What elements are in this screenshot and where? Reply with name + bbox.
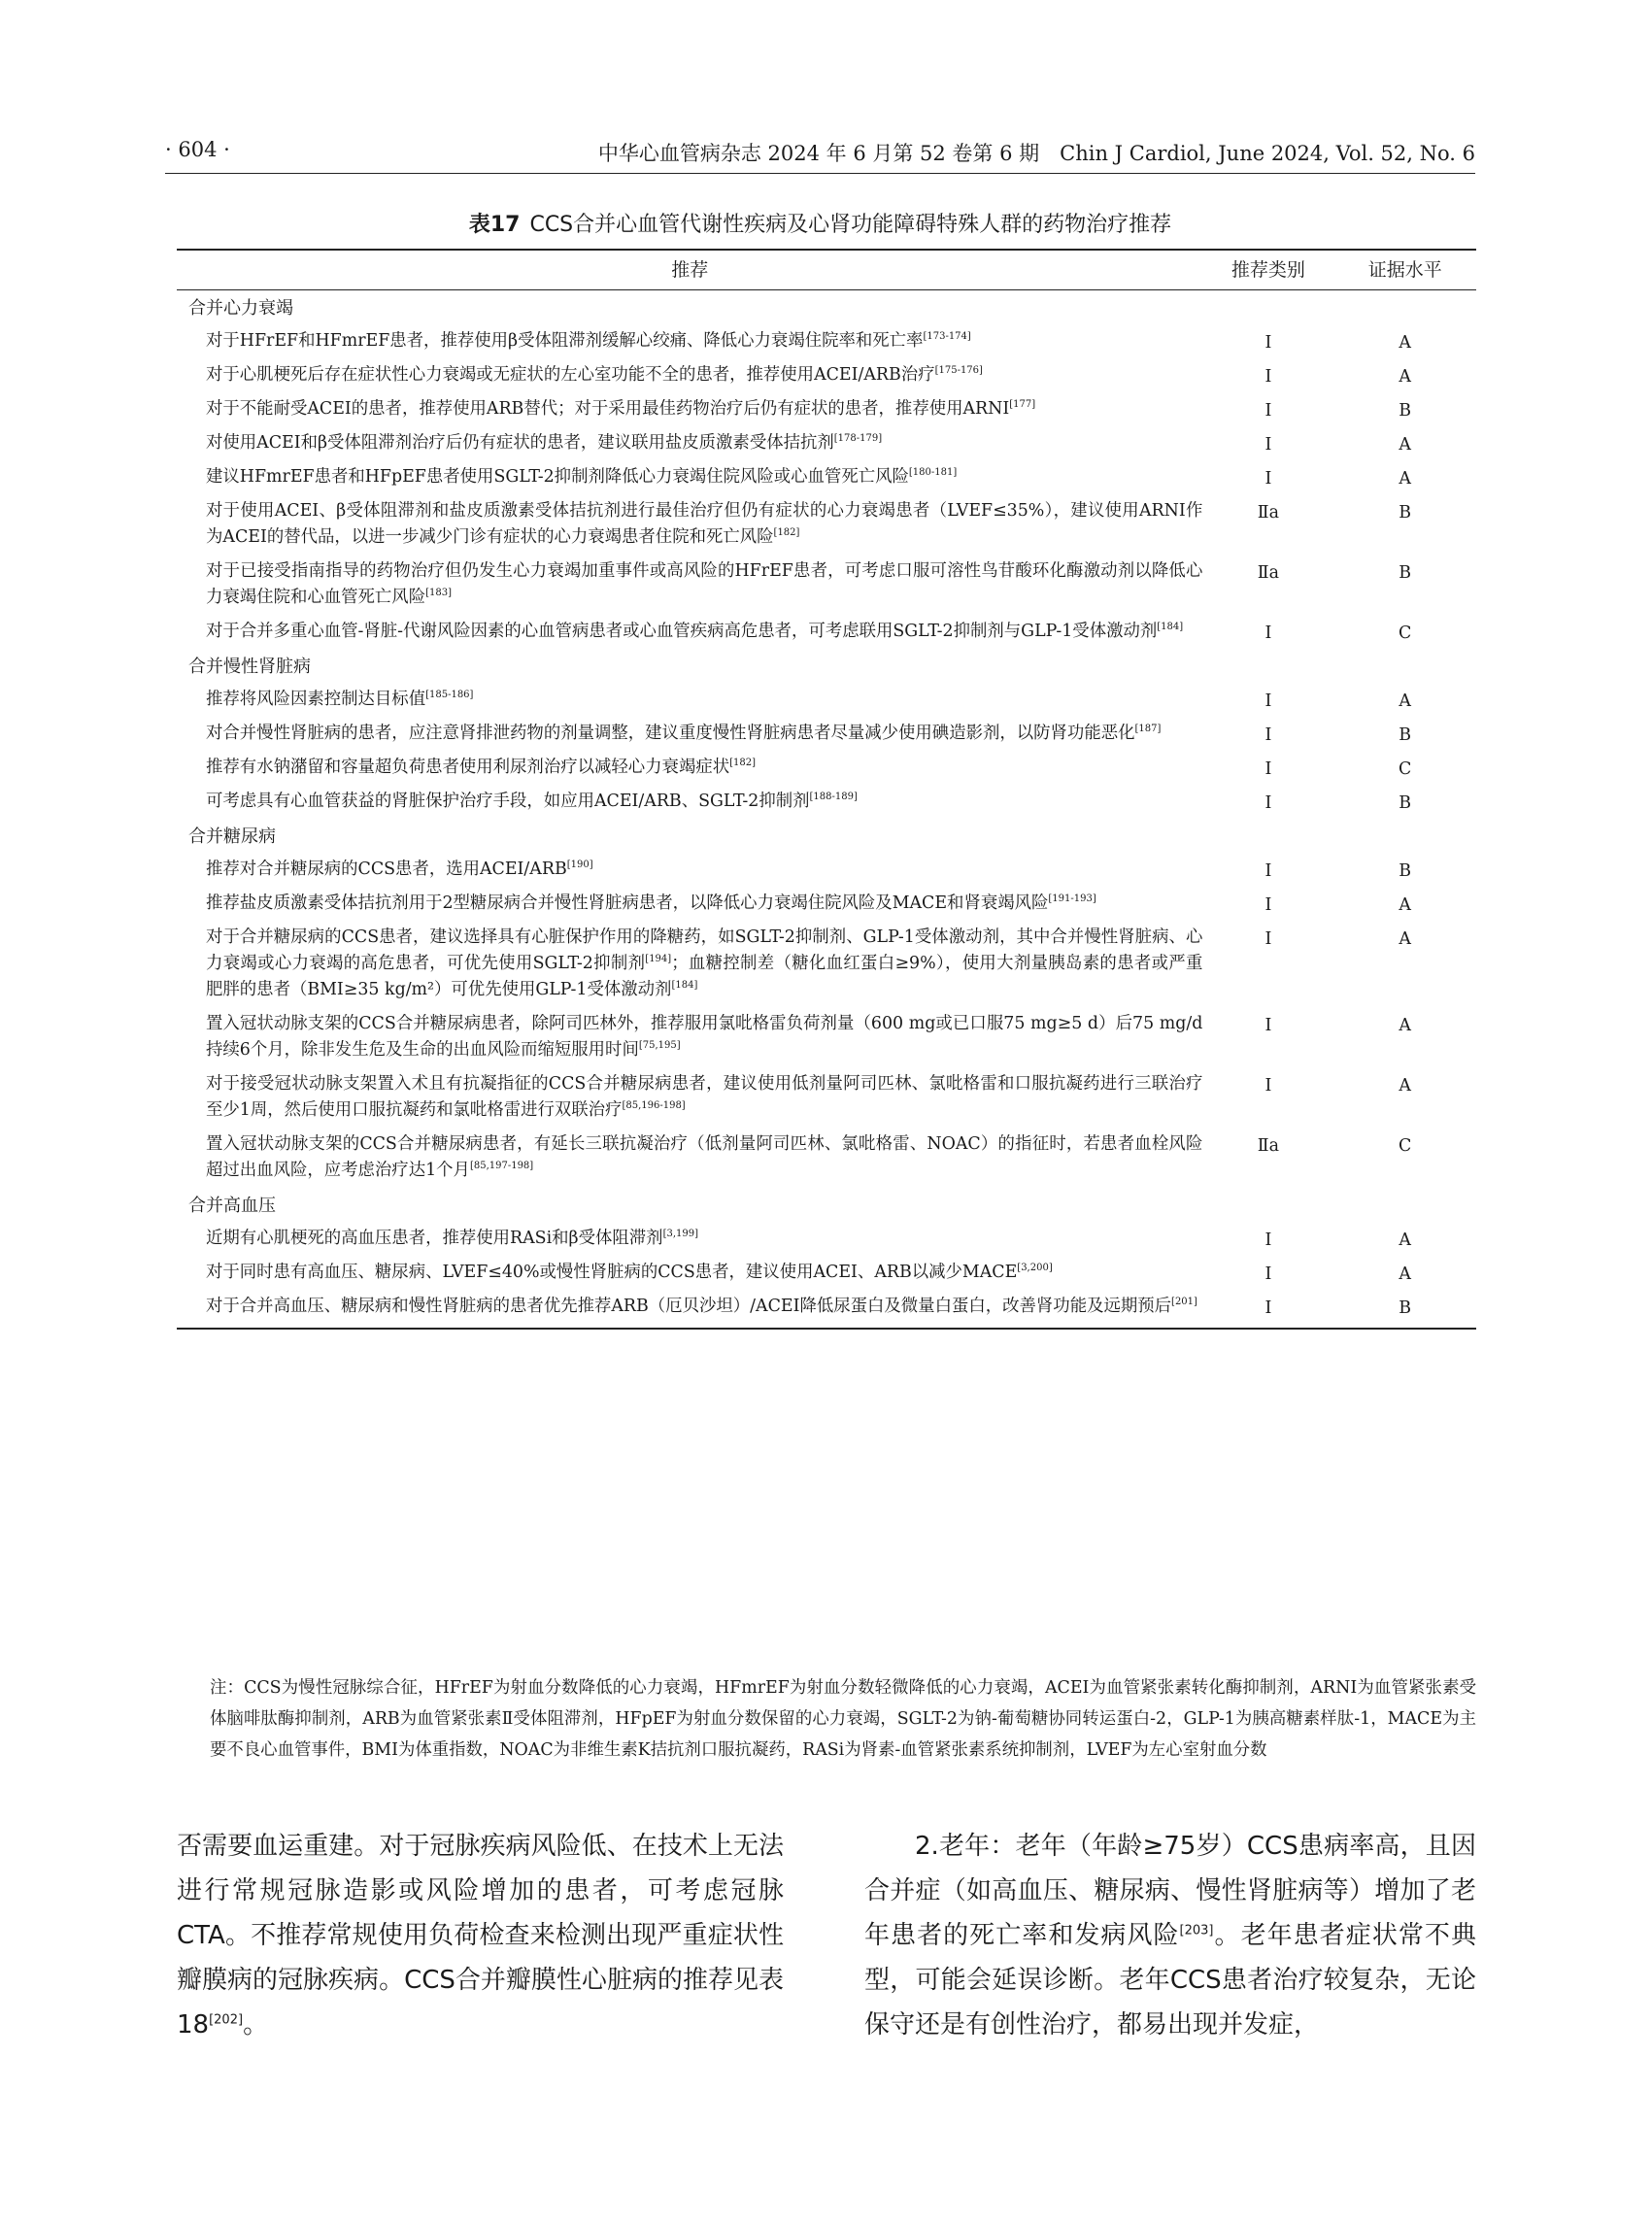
citation-ref: [180-181] <box>908 467 958 479</box>
recommendation-class: Ⅰ <box>1264 367 1272 387</box>
recommendation-class: Ⅰ <box>1264 401 1272 421</box>
recommendation-text: 对于接受冠状动脉支架置入术且有抗凝指征的CCS合并糖尿病患者，建议使用低剂量阿司匹林、氯吡格雷和口服抗凝药进行三联治疗至少1周，然后使用口服抗凝药和氯吡格雷进行双联治疗 <box>206 1074 1203 1120</box>
recommendation-text: 置入冠状动脉支架的CCS合并糖尿病患者，有延长三联抗凝治疗（低剂量阿司匹林、氯吡格雷、NOAC）的指征时，若患者血栓风险超过出血风险，应考虑治疗达1个月 <box>206 1134 1203 1180</box>
body-column-left <box>177 1824 784 2047</box>
recommendation-class: Ⅰ <box>1202 1290 1333 1329</box>
citation-ref: [85,197-198] <box>469 1161 534 1172</box>
recommendation-table <box>177 249 1476 1330</box>
recommendation-class: Ⅰ <box>1264 333 1272 353</box>
table-row <box>177 392 1476 426</box>
recommendation-text: 对使用ACEI和β受体阻滞剂治疗后仍有症状的患者，建议联用盐皮质激素受体拮抗剂 <box>206 433 834 453</box>
recommendation-text: 对合并慢性肾脏病的患者，应注意肾排泄药物的剂量调整，建议重度慢性肾脏病患者尽量减少使用碘造影剂，以防肾功能恶化 <box>206 724 1135 743</box>
recommendation-cell <box>177 717 1202 751</box>
evidence-level: B <box>1399 503 1412 523</box>
recommendation-text: 推荐有水钠潴留和容量超负荷患者使用利尿剂治疗以减轻心力衰竭症状 <box>206 758 730 777</box>
section-title: 合并糖尿病 <box>188 826 276 847</box>
recommendation-class: Ⅰ <box>1264 861 1272 881</box>
column-header-level: 证据水平 <box>1333 250 1476 290</box>
recommendation-class: Ⅰ <box>1264 929 1272 949</box>
recommendation-cell <box>177 921 1202 1007</box>
table-row <box>177 717 1476 751</box>
recommendation-text: 对于已接受指南指导的药物治疗但仍发生心力衰竭加重事件或高风险的HFrEF患者，可考虑口服可溶性鸟苷酸环化酶激动剂以降低心力衰竭住院和心血管死亡风险 <box>206 561 1203 607</box>
table-title: CCS合并心血管代谢性疾病及心肾功能障碍特殊人群的药物治疗推荐 <box>529 213 1172 237</box>
paragraph-end: 。 <box>243 2010 269 2040</box>
table-row <box>177 853 1476 887</box>
recommendation-cell <box>177 853 1202 887</box>
recommendation-cell <box>177 555 1202 615</box>
recommendation-class: Ⅰ <box>1264 1264 1272 1284</box>
recommendation-class: Ⅰ <box>1264 435 1272 455</box>
column-header-recommendation: 推荐 <box>177 250 1202 290</box>
running-header <box>165 134 1475 174</box>
recommendation-cell <box>177 1290 1202 1329</box>
evidence-level: B <box>1399 563 1412 583</box>
recommendation-class: Ⅰ <box>1264 1016 1272 1035</box>
citation-ref: [190] <box>566 860 593 871</box>
evidence-level: A <box>1399 333 1411 353</box>
recommendation-text: 对于使用ACEI、β受体阻滞剂和盐皮质激素受体拮抗剂进行最佳治疗但仍有症状的心力衰竭患者（LVEF≤35%），建议使用ARNI作为ACEI的替代品，以进一步减少门诊有症状的心力衰竭患者住院和死亡风险 <box>206 501 1203 547</box>
body-paragraph <box>177 1824 784 2047</box>
recommendation-text: 推荐对合并糖尿病的CCS患者，选用ACEI/ARB <box>206 860 567 879</box>
recommendation-class: Ⅰ <box>1264 895 1272 915</box>
citation-ref: [184] <box>671 980 698 992</box>
evidence-level: C <box>1399 1136 1412 1156</box>
table-row <box>177 324 1476 358</box>
table-row <box>177 1007 1476 1067</box>
recommendation-text: 对于不能耐受ACEI的患者，推荐使用ARB替代；对于采用最佳药物治疗后仍有症状的患者，推荐使用ARNI <box>206 399 1010 419</box>
footnote-text: 注：CCS为慢性冠脉综合征，HFrEF为射血分数降低的心力衰竭，HFmrEF为射血分数轻微降低的心力衰竭，ACEI为血管紧张素转化酶抑制剂，ARNI为血管紧张素受体脑啡肽酶抑制剂，ARB为血管紧张素Ⅱ受体阻滞剂，HFpEF为射血分数保留的心力衰竭，SGLT-2为钠-葡萄糖协同转运蛋白-2，GLP-1为胰高糖素样肽-1，MACE为主要不良心血管事件，BMI为体重指数，NOAC为非维生素K拮抗剂口服抗凝药，RASi为肾素-血管紧张素系统抑制剂，LVEF为左心室射血分数 <box>210 1678 1476 1760</box>
citation-ref: [173-174] <box>923 331 971 343</box>
evidence-level: A <box>1399 895 1411 915</box>
table-row <box>177 494 1476 555</box>
evidence-level: C <box>1399 759 1412 779</box>
evidence-level: A <box>1399 1264 1411 1284</box>
citation-ref: [75,195] <box>638 1040 681 1052</box>
paragraph-end: 。老年患者症状常不典型，可能会延误诊断。老年CCS患者治疗较复杂，无论保守还是有创性治疗，都易出现并发症， <box>864 1921 1476 2040</box>
evidence-level: B <box>1399 793 1412 813</box>
recommendation-text: 近期有心肌梗死的高血压患者，推荐使用RASi和β受体阻滞剂 <box>206 1229 663 1248</box>
recommendation-text: 推荐盐皮质激素受体拮抗剂用于2型糖尿病合并慢性肾脏病患者，以降低心力衰竭住院风险及MACE和肾衰竭风险 <box>206 893 1049 913</box>
recommendation-cell <box>177 1128 1202 1188</box>
table-row <box>177 683 1476 717</box>
recommendation-text: ；血糖控制差（糖化血红蛋白≥9%），使用大剂量胰岛素的患者或严重肥胖的患者（BMI≥35 kg/m²）可优先使用GLP-1受体激动剂 <box>206 954 1203 999</box>
recommendation-text: 对于同时患有高血压、糖尿病、LVEF≤40%或慢性肾脏病的CCS患者，建议使用ACEI、ARB以减少MACE <box>206 1263 1018 1282</box>
paragraph-text: 2.老年：老年（年龄≥75岁）CCS患病率高，且因合并症（如高血压、糖尿病、慢性肾脏病等）增加了老年患者的死亡率和发病风险 <box>864 1832 1476 1950</box>
citation-ref: [3,199] <box>662 1229 698 1240</box>
recommendation-cell <box>177 1067 1202 1128</box>
table-row <box>177 751 1476 785</box>
recommendation-class: Ⅱa <box>1257 503 1279 523</box>
recommendation-class: Ⅰ <box>1264 624 1272 643</box>
citation-ref: [3,200] <box>1017 1263 1053 1274</box>
recommendation-class: Ⅱa <box>1257 563 1279 583</box>
recommendation-class: Ⅰ <box>1264 759 1272 779</box>
citation-ref: [182] <box>773 527 800 539</box>
recommendation-text: 置入冠状动脉支架的CCS合并糖尿病患者，除阿司匹林外，推荐服用氯吡格雷负荷剂量（600 mg或已口服75 mg≥5 d）后75 mg/d持续6个月，除非发生危及生命的出血风险而缩短服用时间 <box>206 1014 1203 1060</box>
evidence-level: B <box>1399 401 1412 421</box>
table-row <box>177 921 1476 1007</box>
recommendation-class: Ⅰ <box>1264 1076 1272 1096</box>
recommendation-cell <box>177 1222 1202 1256</box>
recommendation-class: Ⅱa <box>1257 1136 1279 1156</box>
body-column-right <box>864 1824 1476 2047</box>
recommendation-cell <box>177 1007 1202 1067</box>
table-label: 表17 <box>468 213 521 237</box>
citation-ref: [184] <box>1157 622 1184 633</box>
citation-ref: [203] <box>1179 1923 1214 1938</box>
section-title: 合并高血压 <box>188 1196 276 1216</box>
table-row <box>177 785 1476 819</box>
evidence-level: A <box>1399 1230 1411 1250</box>
table-row <box>177 1067 1476 1128</box>
recommendation-cell <box>177 615 1202 649</box>
evidence-level: A <box>1399 691 1411 711</box>
recommendation-class: Ⅰ <box>1264 691 1272 711</box>
recommendation-cell <box>177 426 1202 460</box>
citation-ref: [182] <box>729 758 757 769</box>
recommendation-text: 推荐将风险因素控制达目标值 <box>206 690 426 709</box>
recommendation-text: 对于合并多重心血管-肾脏-代谢风险因素的心血管病患者或心血管疾病高危患者，可考虑联用SGLT-2抑制剂与GLP-1受体激动剂 <box>206 622 1158 641</box>
recommendation-text: 对于合并糖尿病的CCS患者，建议选择具有心脏保护作用的降糖药，如SGLT-2抑制剂、GLP-1受体激动剂，其中合并慢性肾脏病、心力衰竭或心力衰竭的高危患者，可优先使用SGLT-2抑制剂 <box>206 927 1203 973</box>
table-header-row <box>177 250 1476 290</box>
citation-ref: [191-193] <box>1048 893 1096 905</box>
recommendation-text: 对于HFrEF和HFmrEF患者，推荐使用β受体阻滞剂缓解心绞痛、降低心力衰竭住院率和死亡率 <box>206 331 924 351</box>
table-row <box>177 426 1476 460</box>
journal-citation: 中华心血管病杂志 2024 年 6 月第 52 卷第 6 期 Chin J Cardiol, June 2024, Vol. 52, No. 6 <box>597 142 1475 165</box>
citation-ref: [202] <box>209 2012 244 2028</box>
table-section-row <box>177 290 1476 325</box>
citation-ref: [187] <box>1134 724 1162 735</box>
evidence-level: A <box>1399 435 1411 455</box>
citation-ref: [85,196-198] <box>622 1100 686 1112</box>
recommendation-cell <box>177 494 1202 555</box>
section-title: 合并慢性肾脏病 <box>188 657 311 677</box>
evidence-level: B <box>1399 861 1412 881</box>
citation-ref: [175-176] <box>934 365 983 377</box>
recommendation-cell <box>177 460 1202 494</box>
citation-ref: [177] <box>1009 399 1036 411</box>
table-row <box>177 615 1476 649</box>
body-paragraph <box>864 1824 1476 2047</box>
evidence-level: A <box>1399 1076 1411 1096</box>
column-header-class: 推荐类别 <box>1202 250 1333 290</box>
table-row <box>177 1222 1476 1256</box>
page-number: · 604 · <box>165 138 230 161</box>
citation-ref: [185-186] <box>425 690 474 701</box>
table-row <box>177 887 1476 921</box>
recommendation-cell <box>177 1256 1202 1290</box>
recommendation-cell <box>177 887 1202 921</box>
recommendation-cell <box>177 683 1202 717</box>
table-row <box>177 358 1476 392</box>
citation-ref: [178-179] <box>833 433 883 445</box>
evidence-level: A <box>1399 469 1411 489</box>
recommendation-text: 建议HFmrEF患者和HFpEF患者使用SGLT-2抑制剂降低心力衰竭住院风险或心血管死亡风险 <box>206 467 909 487</box>
table-body <box>177 290 1476 1330</box>
table-row <box>177 1256 1476 1290</box>
recommendation-text: 对于合并高血压、糖尿病和慢性肾脏病的患者优先推荐ARB（厄贝沙坦）/ACEI降低尿蛋白及微量白蛋白，改善肾功能及远期预后 <box>206 1297 1172 1316</box>
table-section-row <box>177 819 1476 853</box>
citation-ref: [201] <box>1171 1297 1197 1308</box>
paragraph-text: 否需要血运重建。对于冠脉疾病风险低、在技术上无法进行常规冠脉造影或风险增加的患者，可考虑冠脉CTA。不推荐常规使用负荷检查来检测出现严重症状性瓣膜病的冠脉疾病。CCS合并瓣膜性心脏病的推荐见表18 <box>177 1832 784 2040</box>
section-title: 合并心力衰竭 <box>188 298 293 319</box>
recommendation-cell <box>177 392 1202 426</box>
recommendation-text: 对于心肌梗死后存在症状性心力衰竭或无症状的左心室功能不全的患者，推荐使用ACEI/ARB治疗 <box>206 365 935 385</box>
recommendation-cell <box>177 358 1202 392</box>
evidence-level: B <box>1333 1290 1476 1329</box>
evidence-level: C <box>1399 624 1412 643</box>
citation-ref: [183] <box>425 588 452 599</box>
citation-ref: [194] <box>645 954 672 965</box>
recommendation-cell <box>177 324 1202 358</box>
evidence-level: A <box>1399 367 1411 387</box>
table-row <box>177 460 1476 494</box>
citation-ref: [188-189] <box>809 792 858 803</box>
evidence-level: A <box>1399 1016 1411 1035</box>
evidence-level: B <box>1399 725 1412 745</box>
table-row <box>177 1290 1476 1329</box>
table-row <box>177 555 1476 615</box>
table-footnote <box>177 1672 1476 1766</box>
recommendation-cell <box>177 785 1202 819</box>
recommendation-class: Ⅰ <box>1264 725 1272 745</box>
recommendation-class: Ⅰ <box>1264 469 1272 489</box>
recommendation-class: Ⅰ <box>1264 1230 1272 1250</box>
evidence-level: A <box>1399 929 1411 949</box>
table-section-row <box>177 649 1476 683</box>
table-caption <box>165 208 1475 238</box>
recommendation-text: 可考虑具有心血管获益的肾脏保护治疗手段，如应用ACEI/ARB、SGLT-2抑制剂 <box>206 792 810 811</box>
recommendation-cell <box>177 751 1202 785</box>
table-row <box>177 1128 1476 1188</box>
table-section-row <box>177 1188 1476 1222</box>
recommendation-class: Ⅰ <box>1264 793 1272 813</box>
